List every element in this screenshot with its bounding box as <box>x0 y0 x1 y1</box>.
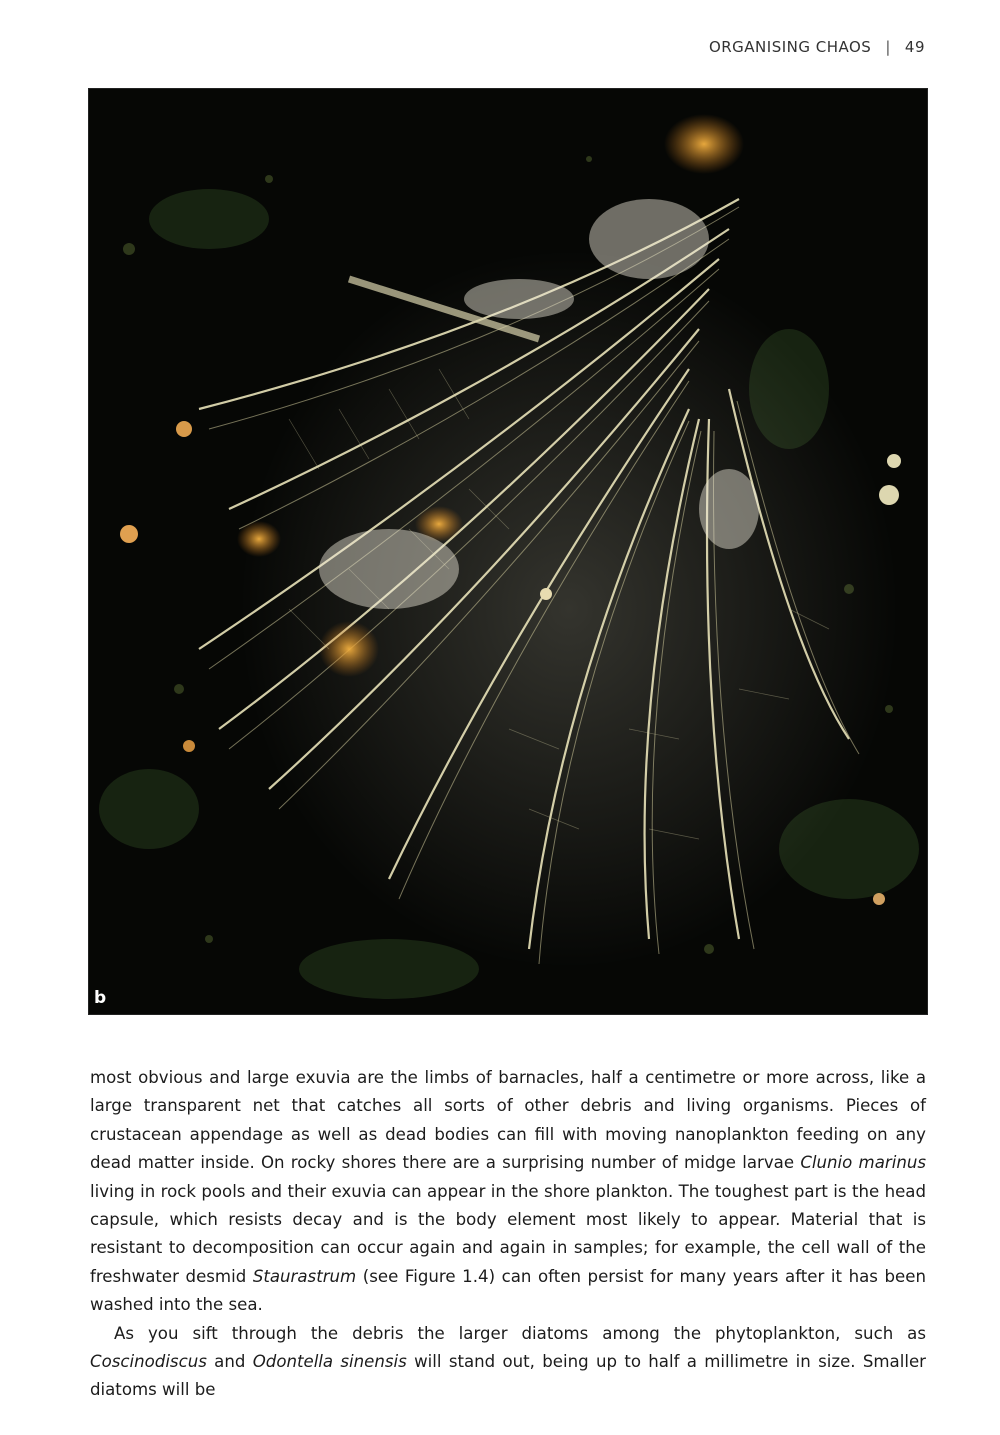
species-name: Clunio marinus <box>800 1153 927 1173</box>
barnacle-limb-image <box>89 89 927 1014</box>
genus-name: Coscinodiscus <box>90 1352 207 1372</box>
text-run: As you sift through the debris the larger diatoms among the phytoplankton, such as <box>114 1323 926 1343</box>
text-run: most obvious and large exuvia are the limbs of barnacles, half a centimetre or more across, like a large transparent net that catches all sorts of other debris and living organisms. Pieces of crustacean appendage as well as dead bodies can fill with moving nanoplankton feeding on any dead matter inside. On rocky shores there are a surprising number of midge larvae <box>90 1068 926 1173</box>
page-number: 49 <box>904 38 925 56</box>
micrograph-photo <box>88 88 928 1015</box>
body-text <box>90 1064 926 1405</box>
section-title: ORGANISING CHAOS <box>708 38 872 56</box>
text-run: living in rock pools and their exuvia can appear in the shore plankton. The toughest part is the head capsule, which resists decay and is the body element most likely to appear. Material that is resistant to decomposition can occur again and again in samples; for example, the cell wall of the freshwater desmid <box>90 1181 926 1286</box>
text-run: (see Figure 1.4) can often persist for many years after it has been washed into the sea. <box>90 1266 926 1315</box>
paragraph-2 <box>90 1320 926 1405</box>
panel-label: b <box>94 988 107 1008</box>
text-run: will stand out, being up to half a millimetre in size. Smaller diatoms will be <box>90 1352 926 1400</box>
species-name: Odontella sinensis <box>252 1352 407 1372</box>
text-run: and <box>206 1352 253 1372</box>
header-separator: | <box>885 38 891 56</box>
running-head <box>709 38 925 56</box>
paragraph-1 <box>90 1064 926 1320</box>
genus-name: Staurastrum <box>252 1266 357 1286</box>
